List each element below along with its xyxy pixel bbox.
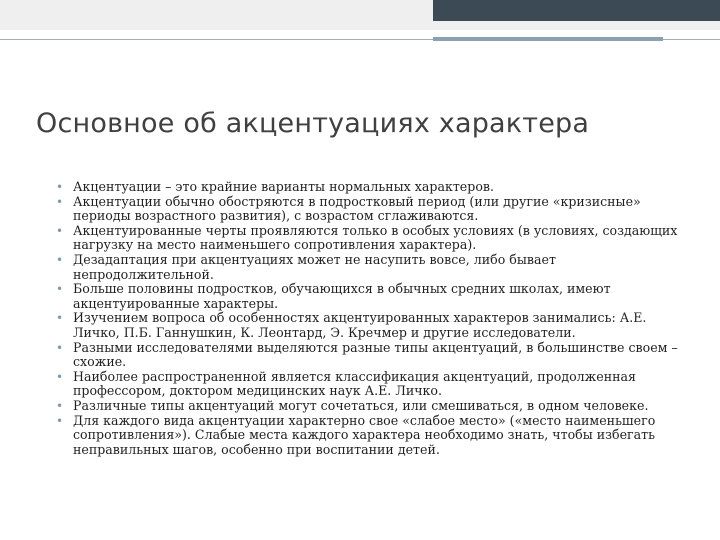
bullet-text: Различные типы акцентуаций могут сочетаться, или смешиваться, в одном человеке.	[73, 397, 649, 413]
header-accent-bar	[433, 37, 663, 41]
bullet-item	[56, 195, 696, 224]
bullet-icon: •	[56, 180, 64, 194]
bullet-item	[56, 370, 696, 399]
bullet-text: Больше половины подростков, обучающихся в обычных средних школах, имеют акцентуированные характеры.	[73, 281, 611, 311]
bullet-item	[56, 224, 696, 253]
bullet-text: Наиболее распространенной является классификация акцентуаций, продолженная профессором, доктором медицинских наук А.Е. Личко.	[73, 368, 636, 399]
bullet-icon: •	[56, 413, 64, 428]
bullet-list	[56, 180, 696, 457]
bullet-item	[56, 399, 696, 414]
slide-title: Основное об акцентуациях характера	[36, 108, 590, 139]
bullet-item	[56, 341, 696, 370]
bullet-icon: •	[56, 311, 64, 326]
bullet-text: Для каждого вида акцентуации характерно свое «слабое место» («место наименьшего сопротивления»). Слабые места каждого характера необходимо знать, чтобы избегать неправильных шагов, особенно при воспитании детей.	[73, 412, 656, 457]
bullet-icon: •	[56, 252, 64, 267]
bullet-text: Акцентуации – это крайние варианты нормальных характеров.	[73, 179, 494, 194]
bullet-item	[56, 253, 696, 282]
bullet-icon: •	[56, 282, 64, 297]
bullet-text: Разными исследователями выделяются разные типы акцентуаций, в большинстве своем – схожие.	[73, 339, 678, 370]
bullet-icon: •	[56, 340, 64, 355]
bullet-item	[56, 180, 696, 195]
bullet-icon: •	[56, 369, 64, 384]
bullet-text: Дезадаптация при акцентуациях может не насупить вовсе, либо бывает непродолжительной.	[73, 251, 556, 282]
bullet-text: Изучением вопроса об особенностях акцентуированных характеров занимались: А.Е. Личко, П.Б. Ганнушкин, К. Леонтард, Э. Кречмер и другие исследователи.	[73, 310, 647, 340]
bullet-item	[56, 311, 696, 340]
bullet-icon: •	[56, 194, 64, 209]
bullet-text: Акцентуации обычно обостряются в подростковый период (или другие «кризисные» периоды возрастного развития), с возрастом сглаживаются.	[73, 193, 641, 224]
bullet-item	[56, 282, 696, 311]
bullet-text: Акцентуированные черты проявляются только в особых условиях (в условиях, создающих нагрузку на место наименьшего сопротивления характера).	[73, 222, 678, 253]
bullet-icon: •	[56, 398, 64, 413]
header-dark-bar	[433, 0, 720, 21]
bullet-icon: •	[56, 223, 64, 238]
bullet-item	[56, 414, 696, 458]
